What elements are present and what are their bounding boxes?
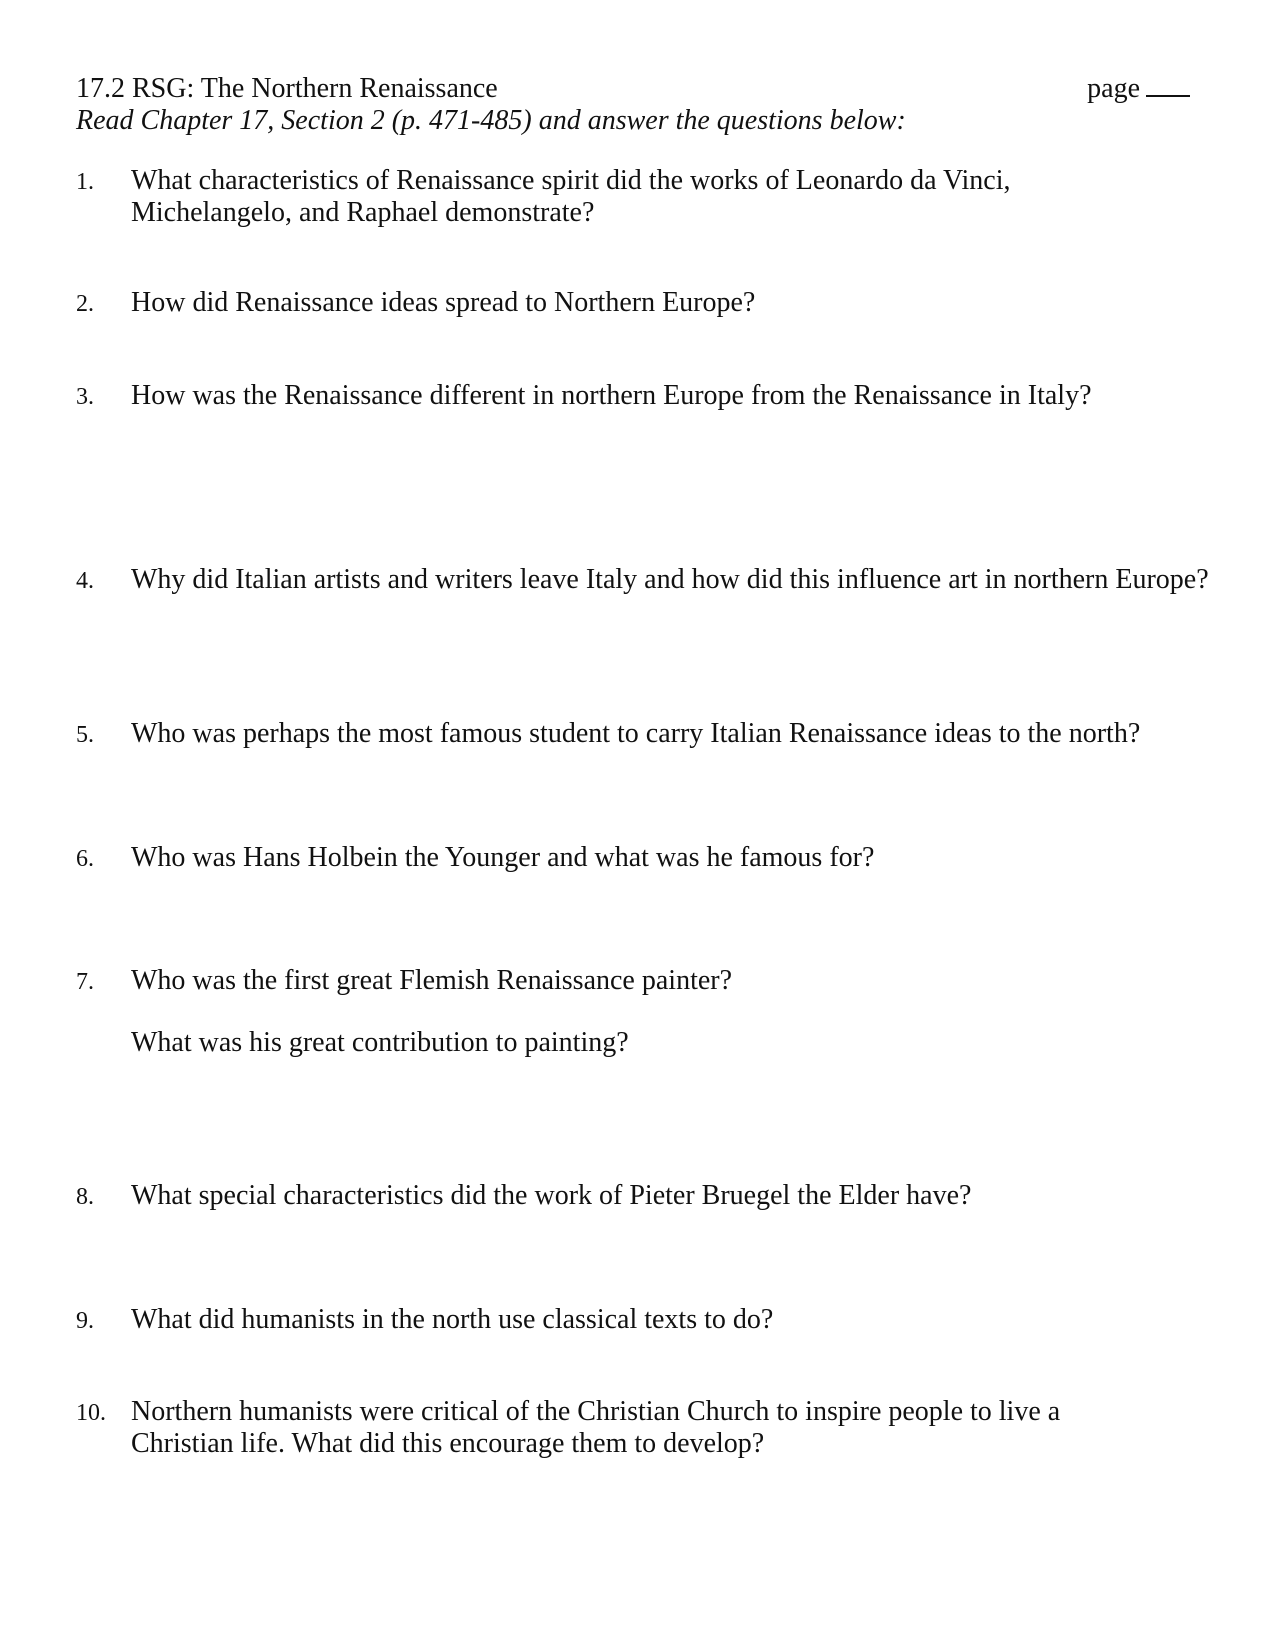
question-followup-text: What was his great contribution to painting? xyxy=(131,1027,629,1058)
question-number: 1. xyxy=(76,169,94,195)
question-number: 2. xyxy=(76,291,94,317)
page-number-blank[interactable] xyxy=(1146,75,1190,97)
instructions: Read Chapter 17, Section 2 (p. 471-485) and answer the questions below: xyxy=(76,105,906,136)
question-text: Who was the first great Flemish Renaissance painter? xyxy=(131,965,733,996)
page-label: page xyxy=(1087,73,1140,104)
question-number: 4. xyxy=(76,568,94,594)
question-number: 9. xyxy=(76,1308,94,1334)
question-text: Who was Hans Holbein the Younger and what was he famous for? xyxy=(131,842,875,873)
question-number: 7. xyxy=(76,969,94,995)
question-text: How did Renaissance ideas spread to Northern Europe? xyxy=(131,287,756,318)
question-text: Who was perhaps the most famous student to carry Italian Renaissance ideas to the north? xyxy=(131,718,1141,749)
question-number: 5. xyxy=(76,722,94,748)
question-number: 10. xyxy=(76,1400,106,1426)
question-text: What special characteristics did the work of Pieter Bruegel the Elder have? xyxy=(131,1180,972,1211)
worksheet-title: 17.2 RSG: The Northern Renaissance xyxy=(76,73,498,104)
question-text: Northern humanists were critical of the Christian Church to inspire people to live a Christian life. What did this encourage them to develop? xyxy=(131,1396,1061,1459)
question-number: 6. xyxy=(76,846,94,872)
question-text: What did humanists in the north use classical texts to do? xyxy=(131,1304,774,1335)
question-number: 8. xyxy=(76,1184,94,1210)
page-number-field xyxy=(1087,72,1190,106)
question-text: How was the Renaissance different in northern Europe from the Renaissance in Italy? xyxy=(131,380,1092,411)
question-number: 3. xyxy=(76,384,94,410)
question-text: What characteristics of Renaissance spirit did the works of Leonardo da Vinci, Michelangelo, and Raphael demonstrate? xyxy=(131,165,1011,228)
question-text: Why did Italian artists and writers leave Italy and how did this influence art in northern Europe? xyxy=(131,564,1209,595)
